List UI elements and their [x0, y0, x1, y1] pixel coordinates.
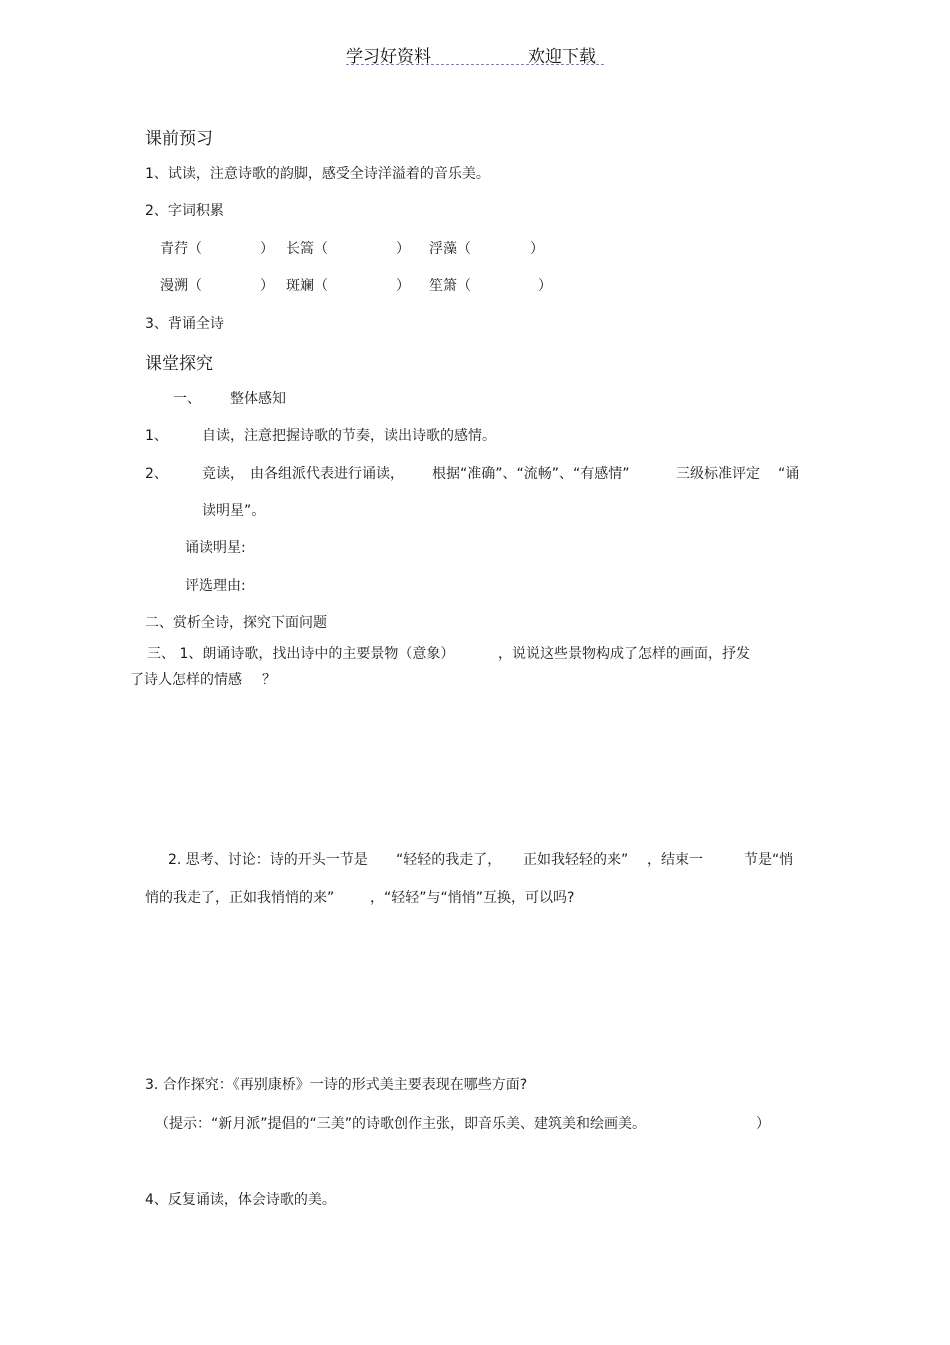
- selection-reason-label: 评选理由:: [185, 578, 246, 594]
- explore-item-2-seg3: 根据“准确”、“流畅”、“有感情”: [432, 466, 630, 482]
- part3-line1-seg1: 三、 1、朗诵诗歌，找出诗中的主要景物（意象）: [147, 646, 455, 662]
- preview-section-title: 课前预习: [145, 129, 213, 149]
- explore-item-1-number: 1、: [145, 428, 168, 444]
- explore-item-2-line2: 读明星”。: [202, 503, 266, 519]
- reading-star-label: 诵读明星:: [185, 540, 246, 556]
- explore-item-2-seg4: 三级标准评定: [676, 466, 760, 482]
- vocab-changgao-close: ）: [396, 241, 410, 257]
- part1-label: 整体感知: [230, 391, 286, 407]
- cooperative-q3-hint-close: ）: [756, 1116, 770, 1132]
- explore-section-title: 课堂探究: [145, 354, 213, 374]
- vocab-qingxing: 青荇（: [160, 241, 202, 257]
- vocab-mansu: 漫溯（: [160, 278, 202, 294]
- explore-item-2-number: 2、: [145, 466, 168, 482]
- vocab-banlan: 斑斓（: [286, 278, 328, 294]
- discussion-q2-seg5: 节是“悄: [744, 852, 794, 868]
- explore-item-2-seg2: 由各组派代表进行诵读，: [250, 466, 404, 482]
- vocab-shengxiao: 笙箫（: [429, 278, 471, 294]
- vocab-banlan-close: ）: [396, 278, 410, 294]
- discussion-q2-seg1: 2. 思考、讨论：诗的开头一节是: [168, 852, 368, 868]
- part1-number: 一、: [173, 391, 201, 407]
- part3-question-mark: ？: [262, 672, 276, 688]
- discussion-q2-line2b: ，“轻轻”与“悄悄”互换，可以吗?: [370, 890, 575, 906]
- discussion-q2-seg4: ，结束一: [647, 852, 703, 868]
- vocab-mansu-close: ）: [260, 278, 274, 294]
- explore-item-2-seg5: “诵: [778, 466, 800, 482]
- header-right-text: 欢迎下载: [528, 47, 596, 67]
- vocab-shengxiao-close: ）: [538, 278, 552, 294]
- explore-item-2-seg1: 竞读，: [202, 466, 244, 482]
- explore-item-1-text: 自读，注意把握诗歌的节奏，读出诗歌的感情。: [202, 428, 496, 444]
- recite-q4: 4、反复诵读，体会诗歌的美。: [145, 1192, 336, 1208]
- vocab-changgao: 长篙（: [286, 241, 328, 257]
- vocab-fuzao: 浮藻（: [429, 241, 471, 257]
- discussion-q2-seg3: 正如我轻轻的来”: [523, 852, 629, 868]
- discussion-q2-line2a: 悄的我走了，正如我悄悄的来”: [145, 890, 335, 906]
- cooperative-q3-hint: （提示：“新月派”提倡的“三美”的诗歌创作主张，即音乐美、建筑美和绘画美。: [155, 1116, 647, 1132]
- vocab-fuzao-close: ）: [530, 241, 544, 257]
- preview-question-2: 2、字词积累: [145, 203, 224, 219]
- preview-question-1: 1、试读，注意诗歌的韵脚，感受全诗洋溢着的音乐美。: [145, 166, 490, 182]
- discussion-q2-seg2: “轻轻的我走了，: [396, 852, 502, 868]
- part3-line1-seg2: ，说说这些景物构成了怎样的画面，抒发: [498, 646, 750, 662]
- vocab-qingxing-close: ）: [260, 241, 274, 257]
- part2-heading: 二、赏析全诗，探究下面问题: [145, 615, 327, 631]
- cooperative-q3: 3. 合作探究：《再别康桥》一诗的形式美主要表现在哪些方面?: [145, 1077, 528, 1093]
- header-dashed-underline: [346, 64, 604, 65]
- preview-question-3: 3、背诵全诗: [145, 316, 224, 332]
- part3-line2: 了诗人怎样的情感: [130, 672, 242, 688]
- header-left-text: 学习好资料: [346, 47, 431, 67]
